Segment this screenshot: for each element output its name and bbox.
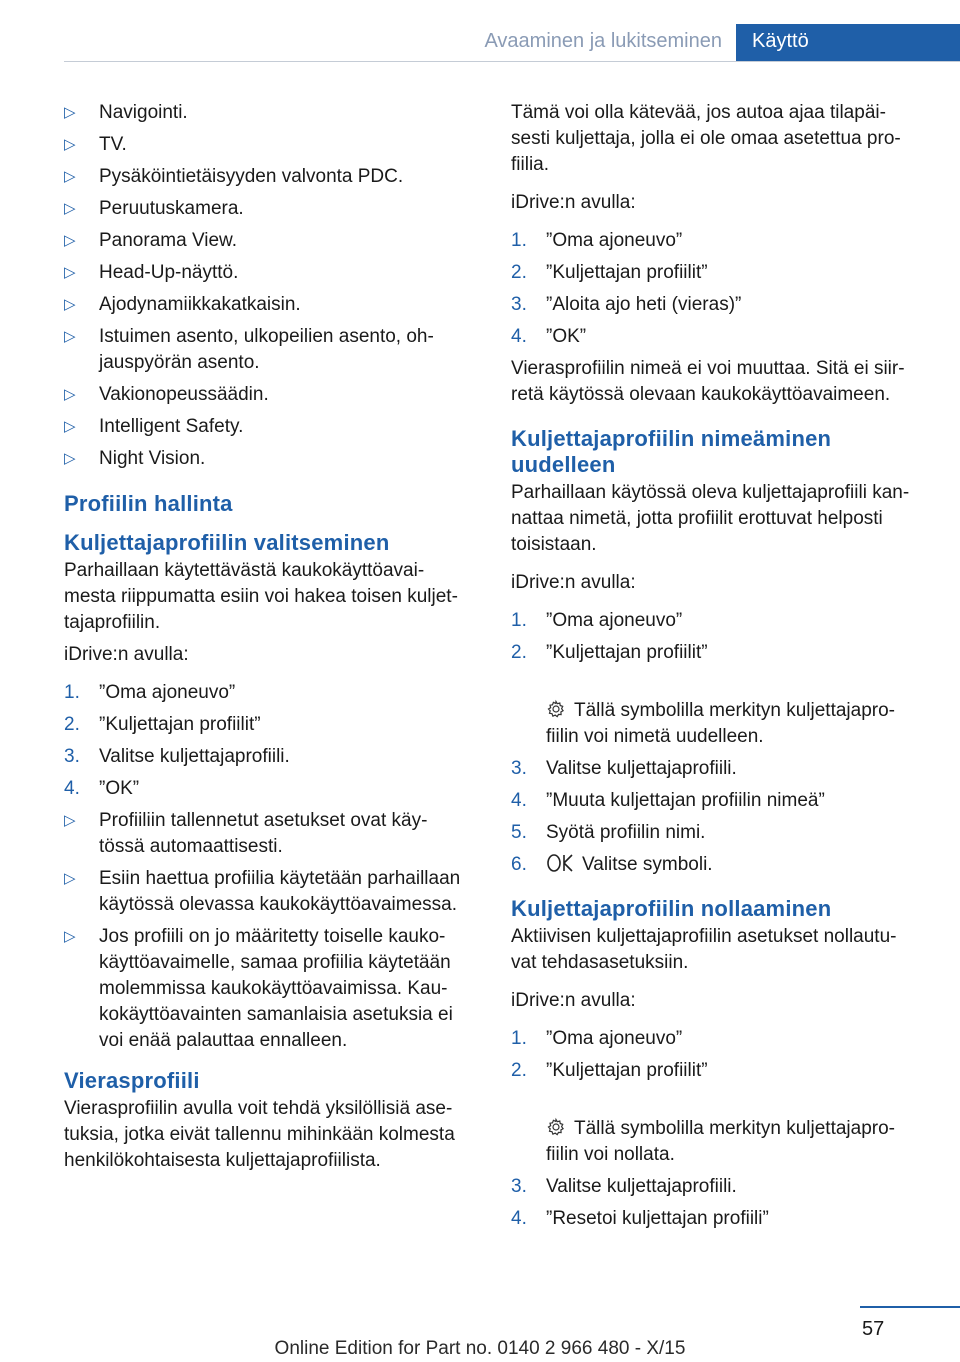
- select-profile-text: Parhaillaan käytettävästä kaukokäyttöavai- mesta riippumatta esiin voi hakea toisen kuljet- tajaprofiilin.: [64, 560, 458, 633]
- step-number: 3.: [511, 1176, 527, 1197]
- edition-line: Online Edition for Part no. 0140 2 966 480 - X/15: [274, 1338, 686, 1359]
- bullet-text: Pysäköintietäisyyden valvonta PDC.: [99, 166, 404, 187]
- bullet-marker: ▷: [64, 104, 76, 121]
- rename-note: [546, 672, 931, 750]
- bullet-marker: ▷: [64, 136, 76, 153]
- step-number: 3.: [511, 294, 527, 315]
- list-item: [511, 756, 931, 782]
- gear-icon: [546, 699, 566, 719]
- footer-rule: [860, 1306, 960, 1308]
- right-column: [511, 100, 931, 1238]
- bullet-marker: ▷: [64, 386, 76, 403]
- step-text: ”Oma ajoneuvo”: [546, 610, 683, 631]
- list-item: [64, 164, 482, 190]
- reset-steps: [511, 1026, 931, 1084]
- step-number: 1.: [511, 230, 527, 251]
- list-item: [511, 640, 931, 666]
- step-number: 2.: [64, 714, 80, 735]
- list-item: [64, 866, 482, 918]
- bullet-marker: ▷: [64, 928, 76, 945]
- step-number: 4.: [511, 790, 527, 811]
- list-item: [511, 1026, 931, 1052]
- list-item: [511, 1174, 931, 1200]
- step-text: Valitse kuljettajaprofiili.: [546, 758, 737, 779]
- step-text: ”Resetoi kuljettajan profiili”: [546, 1208, 769, 1229]
- list-item: [64, 132, 482, 158]
- step-text: ”Kuljettajan profiilit”: [546, 642, 708, 663]
- step-number: 4.: [64, 778, 80, 799]
- list-item: [64, 260, 482, 286]
- bullet-marker: ▷: [64, 232, 76, 249]
- rename-profile-text: Parhaillaan käytössä oleva kuljettajaprofiili kan- nattaa nimetä, jotta profiilit erottuvat helposti toisistaan.: [511, 482, 910, 555]
- step-number: 2.: [511, 642, 527, 663]
- step-text: ”Aloita ajo heti (vieras)”: [546, 294, 742, 315]
- heading-select-profile: Kuljettajaprofiilin valitseminen: [64, 530, 390, 555]
- page-header: [0, 24, 960, 62]
- list-item: [64, 382, 482, 408]
- bullet-text: Profiiliin tallennetut asetukset ovat käy- tössä automaattisesti.: [99, 810, 428, 857]
- step-text: ”Kuljettajan profiilit”: [99, 714, 261, 735]
- list-item: [64, 414, 482, 440]
- rename-note-text: Tällä symbolilla merkityn kuljettajapro- fiilin voi nimetä uudelleen.: [546, 700, 895, 747]
- list-item: [511, 608, 931, 634]
- reset-profile-text: Aktiivisen kuljettajaprofiilin asetukset nollautu- vat tehdasasetuksiin.: [511, 926, 897, 973]
- rename-steps: [511, 608, 931, 666]
- bullet-text: Vakionopeussäädin.: [99, 384, 269, 405]
- bullet-marker: ▷: [64, 296, 76, 313]
- step-number: 2.: [511, 262, 527, 283]
- header-rule: [64, 61, 960, 62]
- list-item: [64, 446, 482, 472]
- list-item: [64, 196, 482, 222]
- step-text: Valitse kuljettajaprofiili.: [546, 1176, 737, 1197]
- step-number: 3.: [511, 758, 527, 779]
- reset-steps-cont: [511, 1174, 931, 1232]
- guest-steps: [511, 228, 931, 350]
- guest-intro-text: Tämä voi olla kätevää, jos autoa ajaa tilapäi- sesti kuljettaja, jolla ei ole omaa asetettua pro- fiilia.: [511, 102, 901, 175]
- step-text: Valitse symboli.: [582, 854, 713, 875]
- bullet-marker: ▷: [64, 328, 76, 345]
- list-item: [64, 776, 482, 802]
- list-item: [64, 924, 482, 1054]
- idrive-label: iDrive:n avulla:: [511, 572, 636, 593]
- list-item: [64, 680, 482, 706]
- list-item: [511, 260, 931, 286]
- step-number: 6.: [511, 854, 527, 875]
- step-number: 4.: [511, 326, 527, 347]
- step-text: ”Oma ajoneuvo”: [546, 230, 683, 251]
- idrive-label: iDrive:n avulla:: [511, 192, 636, 213]
- list-item: [64, 324, 482, 376]
- bullet-marker: ▷: [64, 418, 76, 435]
- gear-icon: [546, 1117, 566, 1137]
- step-number: 1.: [511, 1028, 527, 1049]
- left-column: [64, 100, 482, 1186]
- bullet-marker: ▷: [64, 264, 76, 281]
- step-number: 4.: [511, 1208, 527, 1229]
- list-item: [511, 1206, 931, 1232]
- step-text: ”Oma ajoneuvo”: [99, 682, 236, 703]
- bullet-text: Panorama View.: [99, 230, 238, 251]
- list-item: [64, 808, 482, 860]
- step-number: 2.: [511, 1060, 527, 1081]
- list-item: [64, 744, 482, 770]
- step-text: ”OK”: [546, 326, 587, 347]
- bullet-text: Istuimen asento, ulkopeilien asento, oh- jauspyörän asento.: [99, 326, 434, 373]
- step-text: ”Kuljettajan profiilit”: [546, 262, 708, 283]
- list-item: [64, 292, 482, 318]
- reset-note-text: Tällä symbolilla merkityn kuljettajapro- fiilin voi nollata.: [546, 1118, 895, 1165]
- step-number: 3.: [64, 746, 80, 767]
- list-item: [511, 852, 931, 878]
- step-text: Valitse kuljettajaprofiili.: [99, 746, 290, 767]
- bullet-text: Jos profiili on jo määritetty toiselle kauko- käyttöavaimelle, samaa profiilia käytetään molemmissa kaukokäyttöavaimissa. Kau- kokäyttöavainten samanlaisia asetuksia ei voi enää palauttaa ennalleen.: [99, 926, 453, 1051]
- bullet-text: TV.: [99, 134, 127, 155]
- step-number: 1.: [64, 682, 80, 703]
- bullet-marker: ▷: [64, 168, 76, 185]
- bullet-text: Night Vision.: [99, 448, 206, 469]
- feature-list: [64, 100, 482, 472]
- list-item: [511, 324, 931, 350]
- step-text: ”Kuljettajan profiilit”: [546, 1060, 708, 1081]
- guest-name-text: Vierasprofiilin nimeä ei voi muuttaa. Sitä ei siir- retä käytössä olevaan kaukokäyttöavaimeen.: [511, 358, 905, 405]
- step-text: ”Muuta kuljettajan profiilin nimeä”: [546, 790, 825, 811]
- list-item: [511, 820, 931, 846]
- heading-rename-profile: Kuljettajaprofiilin nimeäminen uudelleen: [511, 426, 832, 477]
- rename-steps-cont: [511, 756, 931, 846]
- list-item: [64, 228, 482, 254]
- bullet-text: Ajodynamiikkakatkaisin.: [99, 294, 301, 315]
- reset-note: [546, 1090, 931, 1168]
- heading-guest-profile: Vierasprofiili: [64, 1068, 200, 1093]
- bullet-marker: ▷: [64, 812, 76, 829]
- page-number: 57: [862, 1318, 885, 1340]
- section-title: Avaaminen ja lukitseminen: [484, 30, 722, 52]
- bullet-text: Esiin haettua profiilia käytetään parhaillaan käytössä olevassa kaukokäyttöavaimessa.: [99, 868, 461, 915]
- bullet-marker: ▷: [64, 870, 76, 887]
- bullet-text: Peruutuskamera.: [99, 198, 244, 219]
- step-text: ”OK”: [99, 778, 140, 799]
- chapter-tab: Käyttö: [736, 24, 960, 62]
- idrive-label: iDrive:n avulla:: [511, 990, 636, 1011]
- list-item: [511, 1058, 931, 1084]
- list-item: [511, 788, 931, 814]
- bullet-text: Intelligent Safety.: [99, 416, 244, 437]
- list-item: [511, 228, 931, 254]
- bullet-text: Head-Up-näyttö.: [99, 262, 239, 283]
- list-item: [64, 100, 482, 126]
- ok-icon: [546, 852, 576, 874]
- select-notes: [64, 808, 482, 1054]
- list-item: [64, 712, 482, 738]
- step-number: 1.: [511, 610, 527, 631]
- step-text: ”Oma ajoneuvo”: [546, 1028, 683, 1049]
- select-steps: [64, 680, 482, 802]
- bullet-marker: ▷: [64, 200, 76, 217]
- bullet-marker: ▷: [64, 450, 76, 467]
- step-number: 5.: [511, 822, 527, 843]
- bullet-text: Navigointi.: [99, 102, 188, 123]
- heading-reset-profile: Kuljettajaprofiilin nollaaminen: [511, 896, 832, 921]
- heading-profile-management: Profiilin hallinta: [64, 491, 233, 516]
- idrive-label: iDrive:n avulla:: [64, 644, 189, 665]
- step-text: Syötä profiilin nimi.: [546, 822, 706, 843]
- guest-profile-text: Vierasprofiilin avulla voit tehdä yksilöllisiä ase- tuksia, jotka eivät tallennu mihinkään kolmesta henkilökohtaisesta kuljettajaprofiilista.: [64, 1098, 455, 1171]
- list-item: [511, 292, 931, 318]
